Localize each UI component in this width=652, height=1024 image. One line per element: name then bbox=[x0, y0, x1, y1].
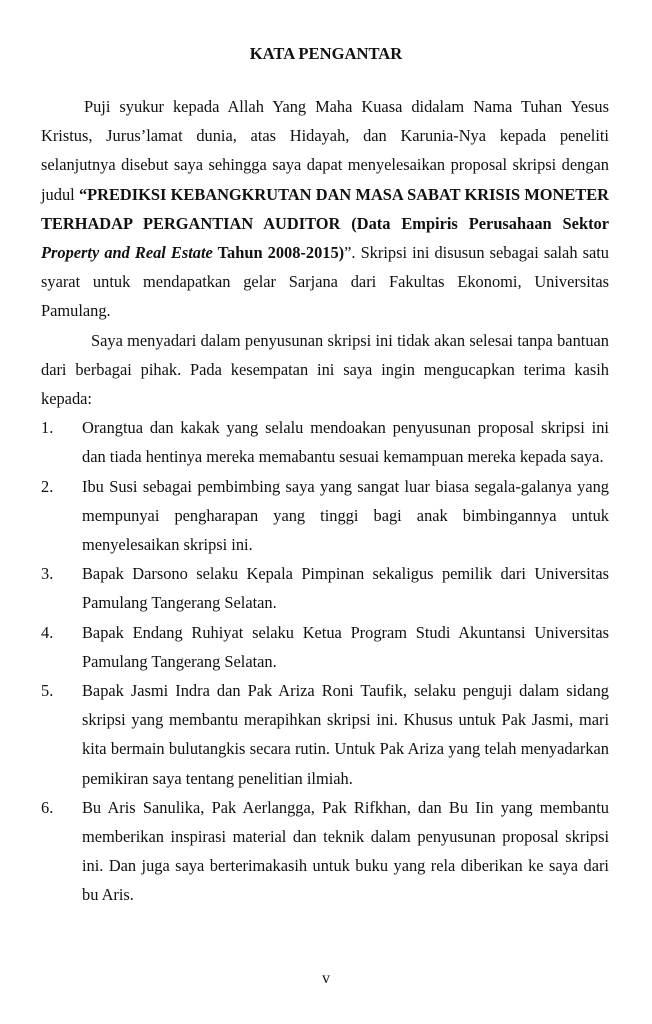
list-item-text: Bu Aris Sanulika, Pak Aerlangga, Pak Rifkhan, dan Bu Iin yang membantu memberikan inspirasi material dan teknik dalam penyusunan proposal skripsi ini. Dan juga saya berterimakasih untuk buku yang rela diberikan ke saya dari bu Aris. bbox=[82, 797, 609, 905]
intro-paragraph bbox=[41, 92, 609, 326]
page-title: KATA PENGANTAR bbox=[249, 44, 403, 63]
list-item-number: 2. bbox=[41, 476, 54, 496]
list-item-text: Bapak Endang Ruhiyat selaku Ketua Program Studi Akuntansi Universitas Pamulang Tangerang Selatan. bbox=[82, 622, 609, 671]
thesis-title-part1: “PREDIKSI KEBANGKRUTAN DAN MASA SABAT KRISIS MONETER TERHADAP PERGANTIAN AUDITOR (Data Empiris Perusahaan Sektor bbox=[41, 184, 610, 233]
acknowledgement-list bbox=[41, 413, 609, 909]
acknowledgement-paragraph: Saya menyadari dalam penyusunan skripsi ini tidak akan selesai tanpa bantuan dari berbagai pihak. Pada kesempatan ini saya ingin mengucapkan terima kasih kepada: bbox=[41, 330, 609, 409]
list-item-number: 5. bbox=[41, 681, 54, 701]
list-item-number: 6. bbox=[41, 797, 54, 817]
list-item bbox=[41, 413, 609, 471]
list-item bbox=[41, 472, 609, 560]
intro-text-start: Puji syukur kepada Allah Yang Maha Kuasa didalam Nama Tuhan Yesus Kristus, Jurus’lamat dunia, atas Hidayah, dan Karunia-Nya kepada peneliti selanjutnya disebut saya sehingga saya dapat menyelesaikan proposal skripsi dengan judul bbox=[41, 97, 609, 204]
page-number: v bbox=[322, 970, 330, 987]
thesis-title-italic: Property and Real Estate bbox=[41, 243, 213, 263]
intro-text-end: ”. Skripsi ini disusun sebagai salah satu syarat untuk mendapatkan gelar Sarjana dari Fakultas Ekonomi, Universitas Pamulang. bbox=[41, 243, 609, 321]
list-item bbox=[41, 559, 609, 617]
list-item-text: Orangtua dan kakak yang selalu mendoakan penyusunan proposal skripsi ini dan tiada hentinya mereka memabantu sesuai kemampuan mereka kepada saya. bbox=[82, 418, 609, 467]
list-item-text: Bapak Jasmi Indra dan Pak Ariza Roni Taufik, selaku penguji dalam sidang skripsi yang membantu merapihkan skripsi ini. Khusus untuk Pak Jasmi, mari kita bermain bulutangkis secara rutin. Untuk Pak Ariza yang telah menyadarkan pemikiran saya tentang penelitian ilmiah. bbox=[82, 681, 609, 788]
list-item bbox=[41, 618, 609, 676]
list-item-text: Bapak Darsono selaku Kepala Pimpinan sekaligus pemilik dari Universitas Pamulang Tangerang Selatan. bbox=[82, 564, 609, 613]
list-item-text: Ibu Susi sebagai pembimbing saya yang sangat luar biasa segala-galanya yang mempunyai pengharapan yang tinggi bagi anak bimbingannya untuk menyelesaikan skripsi ini. bbox=[82, 476, 609, 555]
list-item bbox=[41, 793, 609, 910]
document-body bbox=[41, 92, 609, 910]
list-item-number: 1. bbox=[41, 418, 54, 438]
list-item-number: 3. bbox=[41, 564, 54, 584]
thesis-title-part2: Tahun 2008-2015) bbox=[212, 243, 345, 263]
list-item bbox=[41, 676, 609, 793]
list-item-number: 4. bbox=[41, 622, 54, 642]
